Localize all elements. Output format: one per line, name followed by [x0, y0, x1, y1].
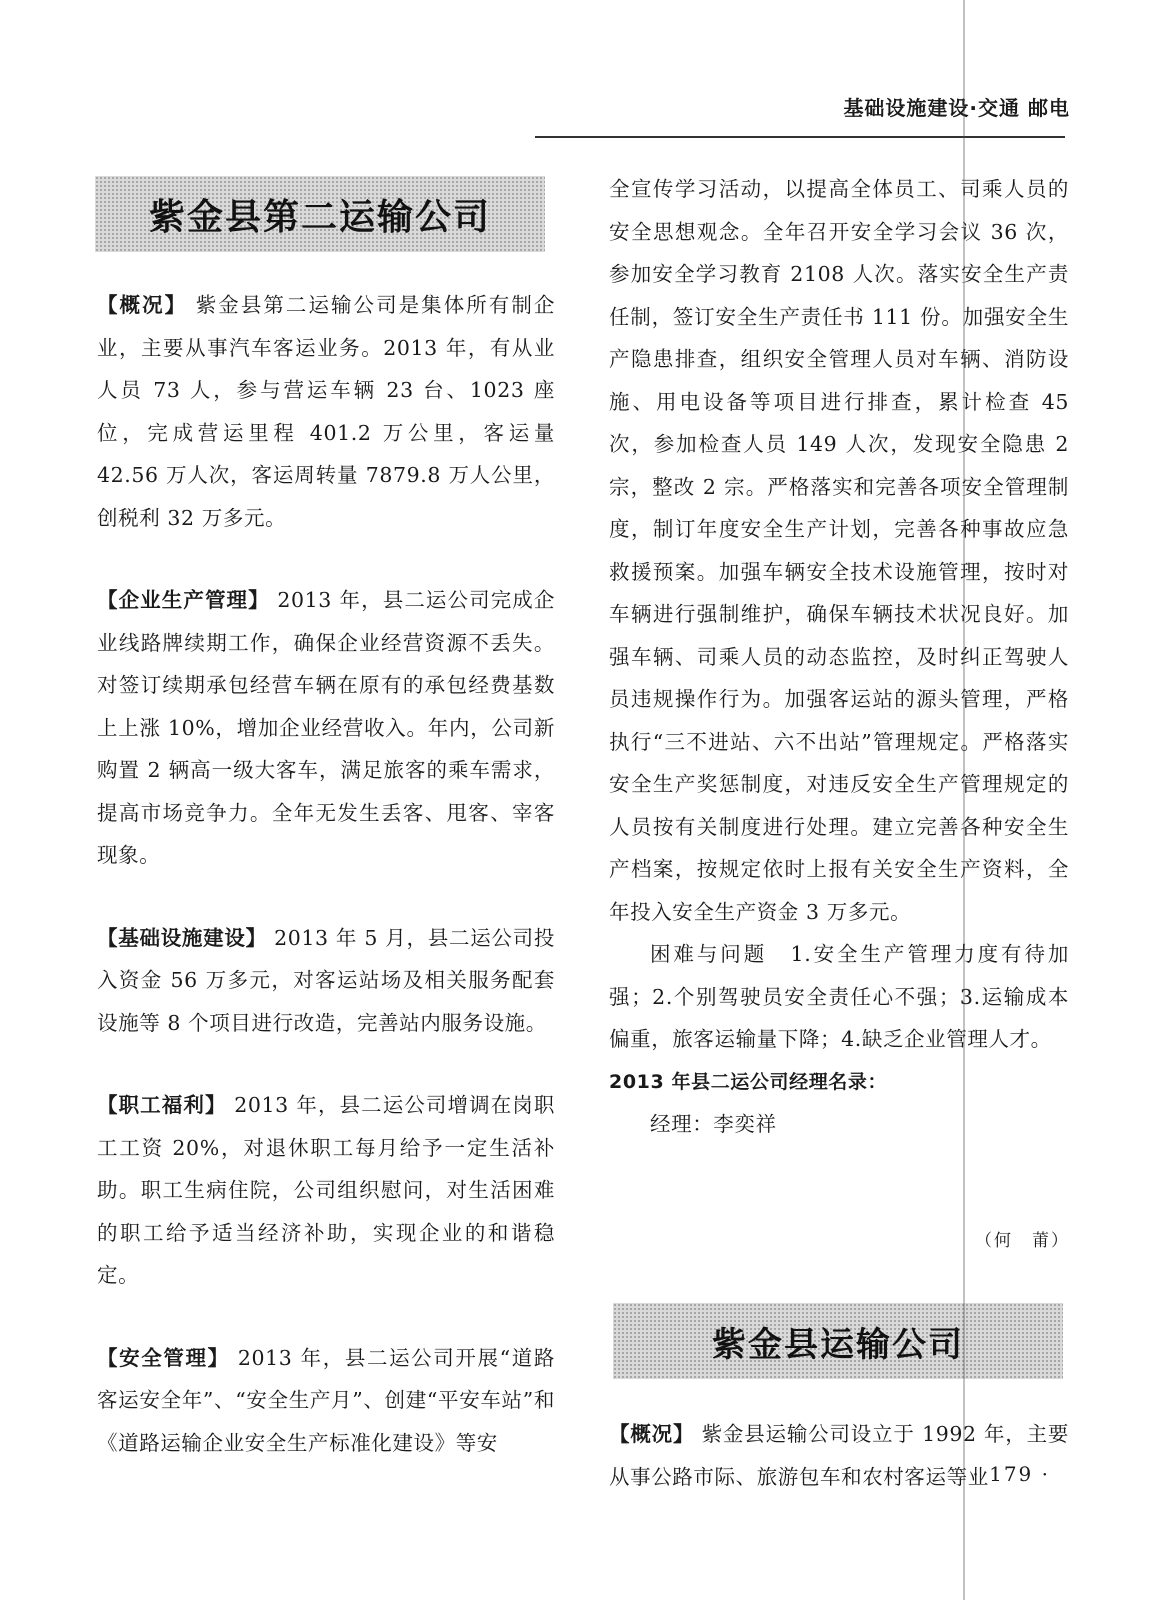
header-rule — [535, 136, 1065, 138]
section-body: 2013 年，县二运公司开展“道路客运安全年”、“安全生产月”、创建“平安车站”和《道路运输企业安全生产标准化建设》等安 — [97, 1345, 555, 1455]
section-body: 2013 年，县二运公司完成企业线路牌续期工作，确保企业经营资源不丢失。对签订续期承包经营车辆在原有的承包经费基数上上涨 10%，增加企业经营收入。年内，公司新购置 2 辆高一级大客车，满足旅客的乘车需求，提高市场竞争力。全年无发生丢客、甩客、宰客现象。 — [97, 588, 555, 867]
section-body: 2013 年，县二运公司增调在岗职工工资 20%，对退休职工每月给予一定生活补助。职工生病住院，公司组织慰问，对生活困难的职工给予适当经济补助，实现企业的和谐稳定。 — [97, 1093, 555, 1287]
manager-entry: 经理：李奕祥 — [650, 1112, 777, 1136]
section-body: 紫金县运输公司设立于 1992 年，主要从事公路市际、旅游包车和农村客运等业 — [609, 1422, 1070, 1489]
section-heading: 【企业生产管理】 — [97, 588, 270, 612]
article-title: 紫金县第二运输公司 — [148, 196, 491, 238]
section-body: 2013 年 5 月，县二运公司投入资金 56 万多元，对客运站场及相关服务配套设施等 8 个项目进行改造，完善站内服务设施。 — [97, 925, 555, 1035]
article-title: 紫金县运输公司 — [712, 1324, 964, 1365]
section-heading: 【概况】 — [97, 293, 188, 317]
safety-continuation: 全宣传学习活动，以提高全体员工、司乘人员的安全思想观念。全年召开安全学习会议 36 次，参加安全学习教育 2108 人次。落实安全生产责任制，签订安全生产责任书 111 份。加强安全生产隐患排查，组织安全管理人员对车辆、消防设施、用电设备等项目进行排查，累计检查 45 次，参加检查人员 149 人次，发现安全隐患 2 宗，整改 2 宗。严格落实和完善各项安全管理制度，制订年度安全生产计划，完善各种事故应急救援预案。加强车辆安全技术设施管理，按时对车辆进行强制维护，确保车辆技术状况良好。加强车辆、司乘人员的动态监控，及时纠正驾驶人员违规操作行为。加强客运站的源头管理，严格执行“三不进站、六不出站”管理规定。严格落实安全生产奖惩制度，对违反安全生产管理规定的人员按有关制度进行处理。建立完善各种安全生产档案，按规定依时上报有关安全生产资料，全年投入安全生产资金 3 万多元。 — [609, 177, 1069, 924]
section-welfare — [97, 1084, 555, 1297]
article-title-banner — [613, 1303, 1063, 1379]
section-heading: 【安全管理】 — [97, 1345, 230, 1370]
right-column — [609, 168, 1069, 1146]
section-overview — [97, 284, 555, 539]
section-heading: 【职工福利】 — [97, 1093, 227, 1117]
page-number: · 179 · — [972, 1462, 1050, 1486]
section-heading: 【基础设施建设】 — [97, 925, 267, 950]
section-body: 紫金县第二运输公司是集体所有制企业，主要从事汽车客运业务。2013 年，有从业人员 73 人，参与营运车辆 23 台、1023 座位，完成营运里程 401.2 万公里，客运量 42.56 万人次，客运周转量 7879.8 万人公里，创税利 32 万多元。 — [97, 293, 555, 530]
section-safety — [97, 1337, 555, 1465]
left-column — [97, 284, 555, 1464]
managers-heading: 2013 年县二运公司经理名录： — [609, 1070, 888, 1093]
author-credit: （何 莆） — [975, 1231, 1070, 1251]
article-title-banner — [95, 176, 545, 252]
scan-fold-line — [963, 0, 965, 1600]
section-infrastructure — [97, 917, 555, 1045]
running-header: 基础设施建设·交通 邮电 — [843, 96, 1070, 120]
section-heading: 【概况】 — [609, 1422, 695, 1446]
section-production-management — [97, 579, 555, 877]
problems-paragraph: 困难与问题 1.安全生产管理力度有待加强；2.个别驾驶员安全责任心不强；3.运输成本偏重，旅客运输量下降；4.缺乏企业管理人才。 — [609, 942, 1069, 1051]
